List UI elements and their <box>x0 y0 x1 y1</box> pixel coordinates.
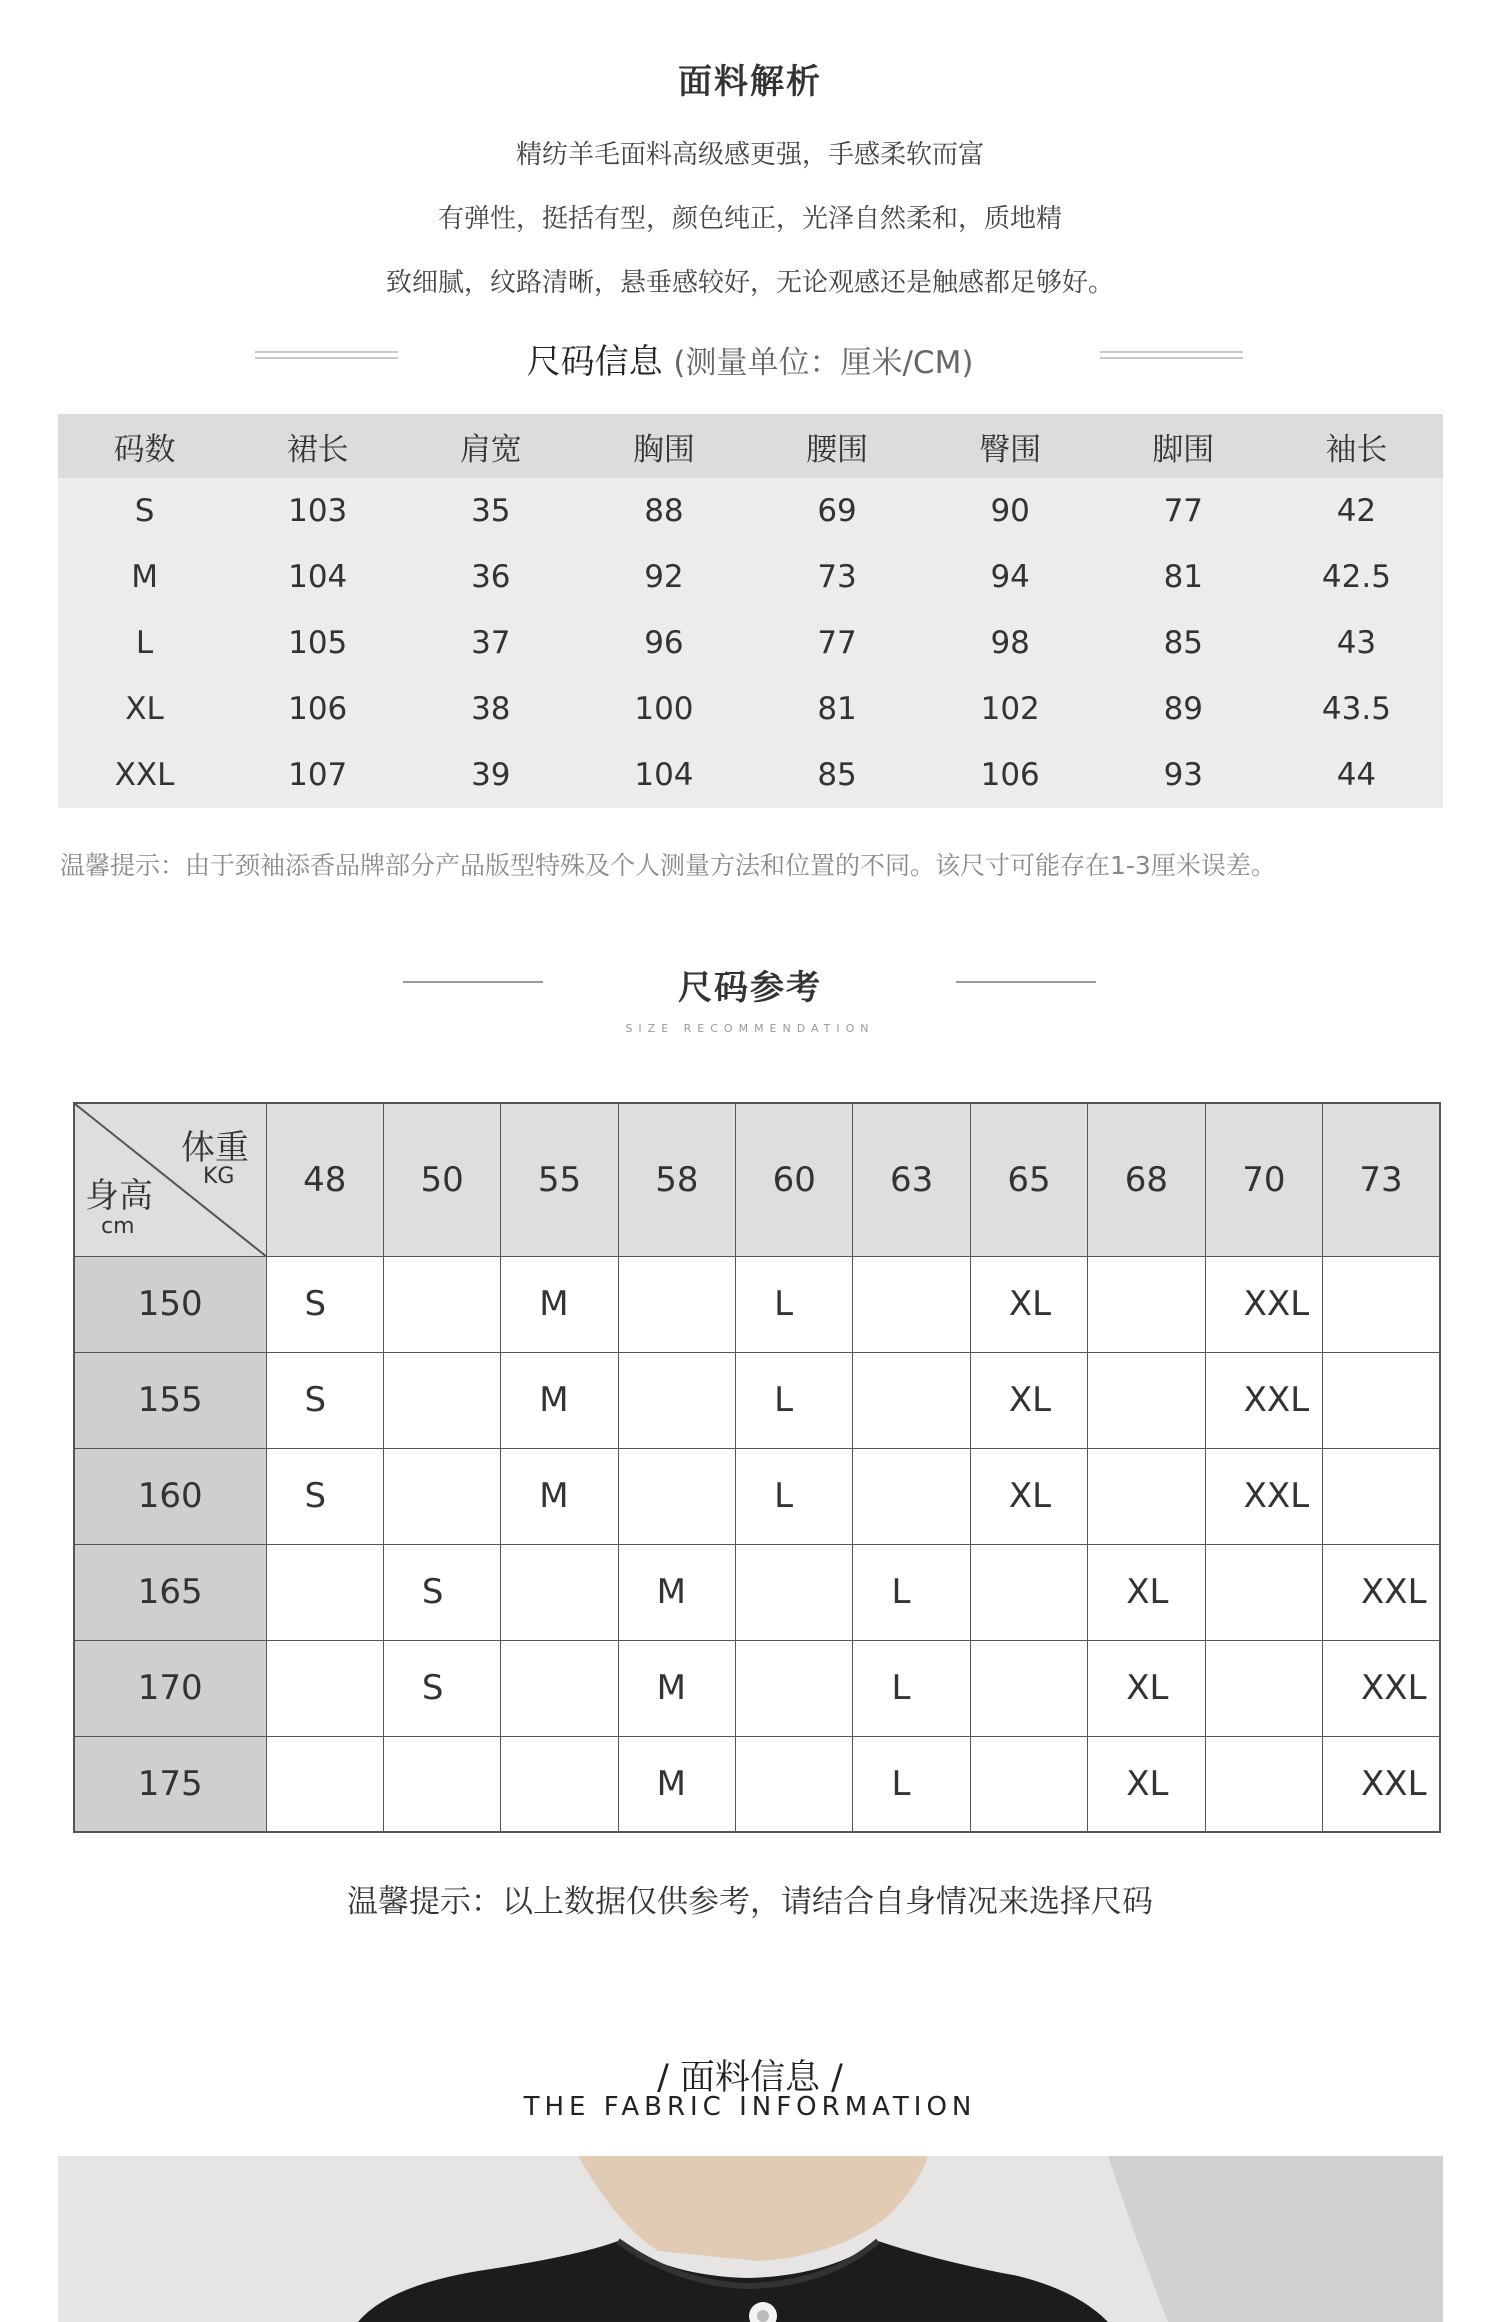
recommended-size-cell <box>970 1544 1087 1640</box>
weight-header: 68 <box>1088 1103 1205 1256</box>
recommended-size-cell <box>970 1640 1087 1736</box>
size-table-cell: 44 <box>1336 757 1377 793</box>
recommendation-row <box>74 1448 1440 1544</box>
size-info-unit: (测量单位：厘米/CM) <box>673 345 974 381</box>
size-table-cell: 106 <box>288 691 348 727</box>
recommended-size-cell <box>501 1544 618 1640</box>
size-recommendation-title: 尺码参考 <box>678 968 822 1008</box>
recommended-size-cell <box>1205 1736 1322 1832</box>
recommended-size-cell <box>1088 1448 1205 1544</box>
recommended-size-cell <box>853 1352 970 1448</box>
height-unit: cm <box>101 1214 135 1239</box>
size-info-title: 尺码信息 <box>526 342 663 382</box>
recommended-size-cell: S <box>383 1544 500 1640</box>
size-table-cell: S <box>134 493 155 529</box>
size-table-cell: L <box>135 625 154 661</box>
model-photo-illustration <box>58 2156 1443 2322</box>
recommended-size-cell: L <box>736 1448 853 1544</box>
recommended-size-cell <box>1205 1640 1322 1736</box>
recommended-size-cell <box>1088 1352 1205 1448</box>
size-table-cell: 39 <box>471 757 511 793</box>
model-photo <box>58 2156 1443 2322</box>
size-table-cell: 105 <box>288 625 348 661</box>
size-info-table <box>58 414 1443 808</box>
recommended-size-cell <box>266 1736 383 1832</box>
recommended-size-cell <box>501 1736 618 1832</box>
size-recommendation-tip: 温馨提示：以上数据仅供参考，请结合自身情况来选择尺码 <box>347 1884 1153 1920</box>
size-table-cell: 103 <box>288 493 348 529</box>
weight-label: 体重 <box>181 1128 249 1168</box>
size-table-cell: XL <box>125 691 164 727</box>
recommended-size-cell: XXL <box>1205 1256 1322 1352</box>
size-table-cell: 106 <box>980 757 1040 793</box>
recommended-size-cell: XXL <box>1323 1736 1440 1832</box>
weight-header-row <box>74 1103 1440 1256</box>
size-table-cell: 43 <box>1336 625 1377 661</box>
recommended-size-cell: M <box>501 1448 618 1544</box>
recommended-size-cell <box>853 1256 970 1352</box>
recommended-size-cell: L <box>736 1256 853 1352</box>
recommended-size-cell: M <box>501 1256 618 1352</box>
size-table-cell: 104 <box>634 757 694 793</box>
height-cell: 170 <box>74 1640 266 1736</box>
weight-header: 73 <box>1323 1103 1440 1256</box>
recommended-size-cell <box>266 1640 383 1736</box>
weight-unit: KG <box>203 1164 235 1189</box>
recommended-size-cell <box>1323 1256 1440 1352</box>
size-table-row <box>58 676 1443 742</box>
fabric-info-subtitle: THE FABRIC INFORMATION <box>523 2092 977 2122</box>
recommended-size-cell <box>383 1256 500 1352</box>
size-table-header-row <box>58 414 1443 478</box>
recommended-size-cell: XXL <box>1323 1640 1440 1736</box>
weight-header: 70 <box>1205 1103 1322 1256</box>
recommended-size-cell: M <box>501 1352 618 1448</box>
recommended-size-cell: XL <box>970 1448 1087 1544</box>
size-table-cell: 90 <box>990 493 1030 529</box>
size-info-tip: 温馨提示：由于颈袖添香品牌部分产品版型特殊及个人测量方法和位置的不同。该尺寸可能存在1-3厘米误差。 <box>60 851 1276 880</box>
size-table-cell: 98 <box>990 625 1030 661</box>
recommended-size-cell: XXL <box>1205 1352 1322 1448</box>
recommended-size-cell <box>618 1448 735 1544</box>
recommended-size-cell <box>1323 1352 1440 1448</box>
recommended-size-cell: M <box>618 1544 735 1640</box>
recommendation-row <box>74 1544 1440 1640</box>
height-cell: 155 <box>74 1352 266 1448</box>
recommended-size-cell: M <box>618 1736 735 1832</box>
size-table-header: 码数 <box>113 431 176 468</box>
size-table-cell: 104 <box>288 559 348 595</box>
recommended-size-cell: XL <box>970 1352 1087 1448</box>
size-table-header: 肩宽 <box>459 431 522 468</box>
recommended-size-cell <box>383 1736 500 1832</box>
size-table-cell: 81 <box>1163 559 1204 595</box>
recommended-size-cell: S <box>266 1256 383 1352</box>
size-table-cell: 89 <box>1163 691 1204 727</box>
size-table-cell: 96 <box>644 625 684 661</box>
recommendation-row <box>74 1640 1440 1736</box>
size-table-cell: 93 <box>1163 757 1204 793</box>
size-table-cell: 35 <box>471 493 511 529</box>
size-table-header: 脚围 <box>1152 431 1215 468</box>
size-recommendation-table <box>73 1102 1441 1833</box>
size-table-cell: M <box>131 559 158 595</box>
size-table-cell: 69 <box>817 493 857 529</box>
fabric-analysis-title: 面料解析 <box>678 62 822 102</box>
recommended-size-cell <box>1205 1544 1322 1640</box>
recommended-size-cell <box>736 1736 853 1832</box>
weight-header: 50 <box>383 1103 500 1256</box>
fabric-analysis-line-3: 致细腻，纹路清晰，悬垂感较好，无论观感还是触感都足够好。 <box>385 268 1114 298</box>
corner-header-cell <box>74 1103 266 1256</box>
height-cell: 150 <box>74 1256 266 1352</box>
recommended-size-cell: M <box>618 1640 735 1736</box>
recommended-size-cell <box>383 1448 500 1544</box>
size-table-cell: 100 <box>634 691 694 727</box>
size-table-row <box>58 478 1443 544</box>
size-table-cell: 81 <box>817 691 857 727</box>
recommended-size-cell <box>266 1544 383 1640</box>
recommended-size-cell: XL <box>1088 1736 1205 1832</box>
recommendation-row <box>74 1736 1440 1832</box>
recommended-size-cell <box>1088 1256 1205 1352</box>
recommended-size-cell: XXL <box>1205 1448 1322 1544</box>
size-table-cell: 94 <box>990 559 1030 595</box>
size-table-cell: 92 <box>644 559 684 595</box>
size-table-cell: 88 <box>644 493 684 529</box>
size-table-row <box>58 544 1443 610</box>
recommended-size-cell: XXL <box>1323 1544 1440 1640</box>
recommended-size-cell <box>501 1640 618 1736</box>
recommended-size-cell <box>383 1352 500 1448</box>
height-cell: 165 <box>74 1544 266 1640</box>
size-table-header: 腰围 <box>806 431 869 468</box>
recommended-size-cell: S <box>383 1640 500 1736</box>
weight-header: 63 <box>853 1103 970 1256</box>
fabric-analysis-line-2: 有弹性，挺括有型，颜色纯正，光泽自然柔和，质地精 <box>437 204 1062 234</box>
size-recommendation-subtitle: SIZE RECOMMENDATION <box>625 1022 875 1035</box>
recommended-size-cell <box>618 1352 735 1448</box>
size-table-header: 臀围 <box>979 431 1042 468</box>
recommended-size-cell: L <box>853 1640 970 1736</box>
recommended-size-cell: L <box>853 1736 970 1832</box>
height-cell: 160 <box>74 1448 266 1544</box>
size-table-cell: XXL <box>114 757 175 793</box>
recommended-size-cell <box>970 1736 1087 1832</box>
weight-header: 58 <box>618 1103 735 1256</box>
fabric-info-title: / 面料信息 / <box>657 2058 843 2098</box>
size-table-row <box>58 610 1443 676</box>
size-table-cell: 85 <box>817 757 857 793</box>
recommended-size-cell: S <box>266 1352 383 1448</box>
size-table-cell: 107 <box>288 757 348 793</box>
size-info-header <box>0 334 1500 383</box>
recommended-size-cell: XL <box>1088 1640 1205 1736</box>
recommended-size-cell: L <box>853 1544 970 1640</box>
recommended-size-cell: L <box>736 1352 853 1448</box>
size-table-cell: 37 <box>471 625 511 661</box>
size-table-header: 裙长 <box>286 431 349 468</box>
size-table-cell: 73 <box>817 559 857 595</box>
size-table-cell: 43.5 <box>1321 691 1391 727</box>
recommended-size-cell: XL <box>970 1256 1087 1352</box>
weight-header: 55 <box>501 1103 618 1256</box>
recommendation-row <box>74 1256 1440 1352</box>
size-table-cell: 42.5 <box>1321 559 1391 595</box>
size-table-cell: 42 <box>1336 493 1377 529</box>
size-table-cell: 38 <box>471 691 511 727</box>
size-table-cell: 77 <box>1163 493 1204 529</box>
size-table-row <box>58 742 1443 808</box>
size-table-cell: 85 <box>1163 625 1204 661</box>
weight-header: 60 <box>736 1103 853 1256</box>
recommendation-row <box>74 1352 1440 1448</box>
height-cell: 175 <box>74 1736 266 1832</box>
size-table-cell: 77 <box>817 625 857 661</box>
size-table-cell: 36 <box>471 559 511 595</box>
recommended-size-cell <box>1323 1448 1440 1544</box>
recommended-size-cell: XL <box>1088 1544 1205 1640</box>
size-table-cell: 102 <box>980 691 1040 727</box>
size-table-header: 袖长 <box>1325 431 1388 468</box>
fabric-analysis-line-1: 精纺羊毛面料高级感更强，手感柔软而富 <box>515 140 984 170</box>
height-label: 身高 <box>85 1176 153 1216</box>
recommended-size-cell <box>853 1448 970 1544</box>
weight-header: 48 <box>266 1103 383 1256</box>
recommended-size-cell <box>736 1640 853 1736</box>
weight-header: 65 <box>970 1103 1087 1256</box>
size-table-header: 胸围 <box>632 431 695 468</box>
recommended-size-cell <box>618 1256 735 1352</box>
recommended-size-cell <box>736 1544 853 1640</box>
recommended-size-cell: S <box>266 1448 383 1544</box>
